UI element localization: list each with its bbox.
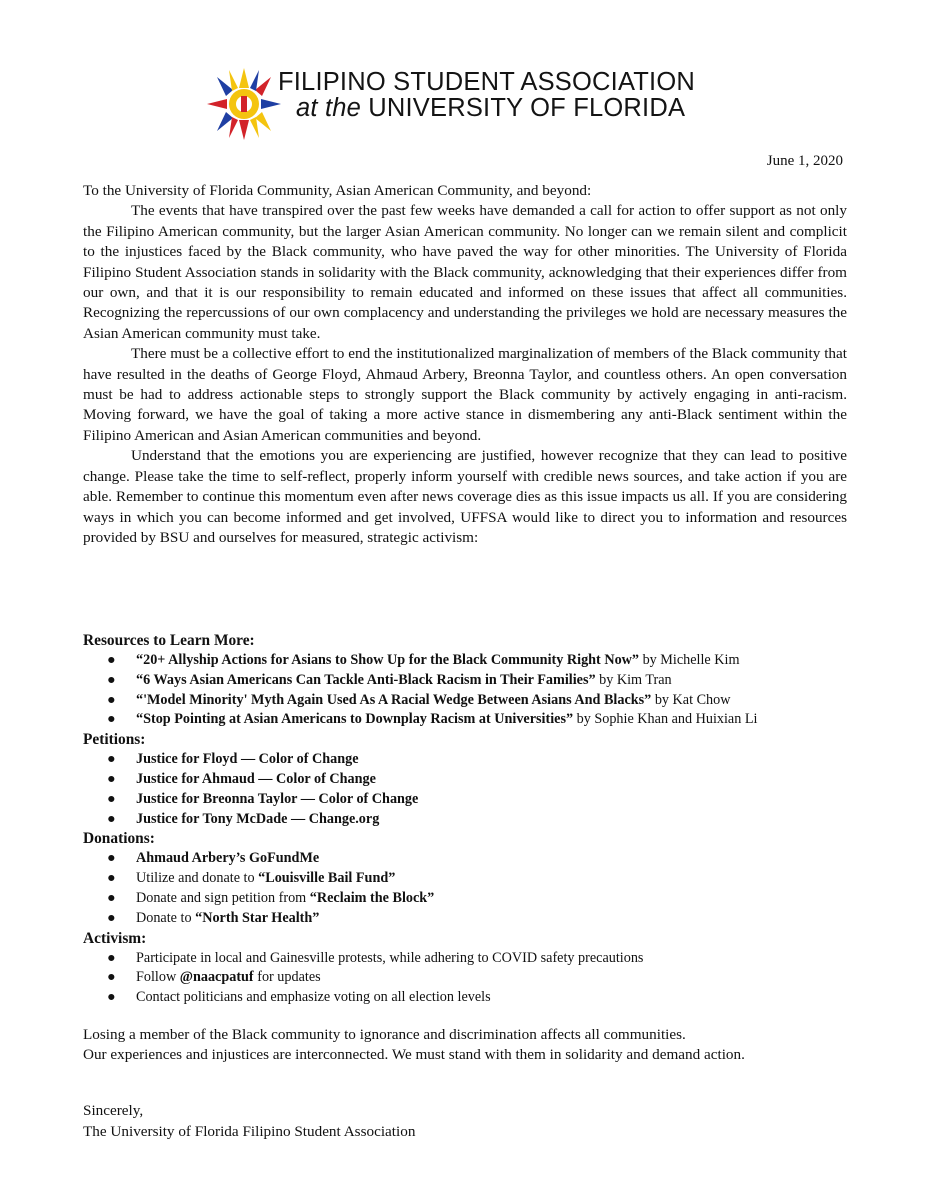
bullet-icon: ● (107, 969, 116, 986)
bullet-icon: ● (107, 751, 116, 768)
activism-heading: Activism: (83, 929, 147, 947)
donation-fund-name: “North Star Health” (195, 909, 320, 926)
petitions-heading: Petitions: (83, 731, 146, 749)
donation-text: Utilize and donate to (136, 870, 259, 887)
petition-item (83, 810, 863, 830)
learn-item (83, 710, 863, 730)
activism-text: for updates (253, 969, 321, 986)
donation-item (83, 909, 863, 929)
donation-fund-name: “Louisville Bail Fund” (258, 870, 396, 887)
donation-item (83, 889, 863, 909)
petition-item (83, 770, 863, 790)
bullet-icon: ● (107, 770, 116, 787)
org-name-prefix: at the (296, 94, 361, 122)
bullet-icon: ● (107, 989, 116, 1006)
org-name-line1: FILIPINO STUDENT ASSOCIATION (278, 68, 695, 96)
signoff: Sincerely, (83, 1102, 144, 1119)
bullet-icon: ● (107, 850, 116, 867)
petition-item (83, 750, 863, 770)
signature-block (83, 1100, 415, 1142)
philippine-sun-logo-icon (205, 66, 283, 142)
learn-item (83, 651, 863, 671)
petition-item (83, 790, 863, 810)
donations-heading: Donations: (83, 830, 155, 848)
petition-label: Justice for Tony McDade — Change.org (136, 810, 380, 827)
donation-text: Donate and sign petition from (136, 889, 310, 906)
social-handle: @naacpatuf (179, 969, 254, 986)
donation-item (83, 849, 863, 869)
paragraph-2: There must be a collective effort to end the institutionalized marginalization of members of the Black community that have resulted in the deaths of George Floyd, Ahmaud Arbery, Breonna Taylor, and countless others. An open conversation must be had to address actionable steps to strongly support the Black community by actively engaging in anti-racism. Moving forward, we have the goal of taking a more active stance in dismembering any anti-Black sentiment within the Filipino American and Asian American communities and beyond. (83, 345, 847, 444)
salutation: To the University of Florida Community, Asian American Community, and beyond: (83, 182, 592, 199)
activism-text: Contact politicians and emphasize voting on all election levels (136, 989, 491, 1006)
letter-date: June 1, 2020 (766, 153, 843, 169)
petitions-list (83, 750, 863, 829)
donations-list (83, 849, 863, 928)
donation-label: Ahmaud Arbery’s GoFundMe (136, 850, 320, 867)
closing-statement (83, 1025, 863, 1066)
learn-item (83, 671, 863, 691)
bullet-icon: ● (107, 810, 116, 827)
article-title: “Stop Pointing at Asian Americans to Downplay Racism at Universities” (136, 711, 574, 728)
article-author: by Kat Chow (651, 691, 731, 708)
donation-fund-name: “Reclaim the Block” (309, 889, 435, 906)
activism-text: Follow (136, 969, 180, 986)
learn-heading: Resources to Learn More: (83, 632, 255, 649)
paragraph-3: Understand that the emotions you are experiencing are justified, however recognize that they can lead to positive change. Please take the time to self-reflect, properly inform yourself with credible news sources, and take action if you are able. Remember to continue this momentum even after news coverage dies as this issue impacts us all. If you are considering ways in which you can become informed and get involved, UFFSA would like to direct you to information and resources provided by BSU and ourselves for measured, strategic activism: (83, 447, 847, 546)
petition-label: Justice for Ahmaud — Color of Change (136, 770, 376, 787)
letter-body (83, 181, 847, 548)
closing-line-1: Losing a member of the Black community to ignorance and discrimination affects all communities. (83, 1026, 686, 1043)
article-author: by Michelle Kim (639, 652, 740, 668)
paragraph-1: The events that have transpired over the past few weeks have demanded a call for action to offer support as not only the Filipino American community, but the larger Asian American community. No longer can we remain silent and complicit to the injustices faced by the Black community, who have paved the way for other minorities. The University of Florida Filipino Student Association stands in solidarity with the Black community, acknowledging that their experiences differ from our own, and that it is our responsibility to remain educated and informed on these issues that affect all communities. Recognizing the repercussions of our own complacency and understanding the privileges we hold are necessary measures the Asian American community must take. (83, 202, 847, 342)
article-title: “20+ Allyship Actions for Asians to Show Up for the Black Community Right Now” (136, 652, 640, 668)
bullet-icon: ● (107, 671, 116, 688)
activism-list (83, 949, 863, 1008)
petition-label: Justice for Breonna Taylor — Color of Change (136, 790, 419, 807)
letterhead (205, 66, 765, 142)
org-name-university: UNIVERSITY OF FLORIDA (368, 94, 686, 122)
learn-item (83, 691, 863, 711)
signature: The University of Florida Filipino Student Association (83, 1123, 416, 1140)
bullet-icon: ● (107, 949, 116, 966)
activism-item (83, 949, 863, 969)
bullet-icon: ● (107, 691, 116, 708)
article-author: by Sophie Khan and Huixian Li (573, 711, 758, 728)
resources-section (83, 631, 863, 1008)
activism-item (83, 988, 863, 1008)
org-name-line2 (296, 94, 685, 123)
bullet-icon: ● (107, 889, 116, 906)
donation-item (83, 869, 863, 889)
petition-label: Justice for Floyd — Color of Change (136, 751, 359, 768)
article-title: “'Model Minority' Myth Again Used As A Racial Wedge Between Asians And Blacks” (136, 691, 652, 708)
article-author: by Kim Tran (595, 671, 672, 688)
learn-list (83, 651, 863, 730)
activism-item (83, 968, 863, 988)
article-title: “6 Ways Asian Americans Can Tackle Anti-Black Racism in Their Families” (136, 671, 596, 688)
activism-text: Participate in local and Gainesville protests, while adhering to COVID safety precautions (136, 949, 644, 966)
bullet-icon: ● (107, 711, 116, 728)
donation-text: Donate to (136, 909, 196, 926)
bullet-icon: ● (107, 790, 116, 807)
closing-line-2: Our experiences and injustices are interconnected. We must stand with them in solidarity and demand action. (83, 1046, 745, 1064)
bullet-icon: ● (107, 870, 116, 887)
bullet-icon: ● (107, 909, 116, 926)
bullet-icon: ● (107, 652, 116, 668)
